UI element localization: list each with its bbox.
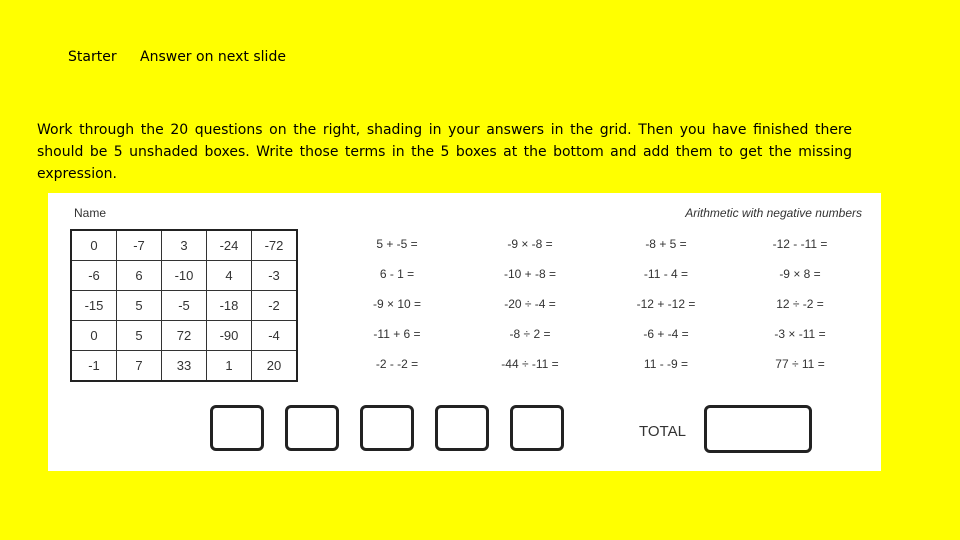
grid-row: [71, 321, 297, 351]
grid-cell[interactable]: -72: [252, 230, 298, 261]
question: -10 + -8 =: [503, 267, 557, 281]
grid-row: [71, 351, 297, 382]
answer-box[interactable]: [360, 405, 414, 451]
answer-grid: [70, 229, 298, 382]
grid-cell[interactable]: -15: [71, 291, 117, 321]
question: 77 ÷ 11 =: [775, 357, 825, 371]
grid-cell[interactable]: -2: [252, 291, 298, 321]
grid-cell[interactable]: -10: [162, 261, 207, 291]
question: -9 × -8 =: [507, 237, 553, 251]
worksheet-title: Arithmetic with negative numbers: [685, 206, 862, 220]
grid-cell[interactable]: -90: [207, 321, 252, 351]
grid-cell[interactable]: -7: [117, 230, 162, 261]
question: -9 × 10 =: [372, 297, 422, 311]
grid-cell[interactable]: 7: [117, 351, 162, 382]
question: -20 ÷ -4 =: [504, 297, 556, 311]
answer-box[interactable]: [210, 405, 264, 451]
grid-cell[interactable]: 0: [71, 230, 117, 261]
grid-row: [71, 291, 297, 321]
question: 5 + -5 =: [376, 237, 418, 251]
grid-cell[interactable]: -3: [252, 261, 298, 291]
question: -12 - -11 =: [772, 237, 828, 251]
question: -44 ÷ -11 =: [501, 357, 559, 371]
grid-cell[interactable]: 5: [117, 321, 162, 351]
question: -2 - -2 =: [375, 357, 419, 371]
question: -9 × 8 =: [779, 267, 821, 281]
grid-cell[interactable]: -18: [207, 291, 252, 321]
question: -11 + 6 =: [373, 327, 421, 341]
answer-box[interactable]: [435, 405, 489, 451]
grid-cell[interactable]: 1: [207, 351, 252, 382]
grid-cell[interactable]: 6: [117, 261, 162, 291]
grid-cell[interactable]: -6: [71, 261, 117, 291]
question: -11 - 4 =: [643, 267, 689, 281]
grid-cell[interactable]: 33: [162, 351, 207, 382]
total-label: TOTAL: [639, 423, 686, 440]
total-box[interactable]: [704, 405, 812, 453]
name-label: Name: [74, 206, 107, 220]
worksheet: [48, 193, 881, 471]
starter-label: Starter: [68, 49, 117, 65]
grid-cell[interactable]: 0: [71, 321, 117, 351]
question: -12 + -12 =: [636, 297, 696, 311]
question: -6 + -4 =: [643, 327, 689, 341]
question: 6 - 1 =: [379, 267, 415, 281]
grid-row: [71, 230, 297, 261]
question: -8 + 5 =: [645, 237, 687, 251]
question: -8 ÷ 2 =: [509, 327, 551, 341]
answer-note: Answer on next slide: [140, 49, 286, 65]
grid-cell[interactable]: -4: [252, 321, 298, 351]
grid-cell[interactable]: 3: [162, 230, 207, 261]
grid-cell[interactable]: -1: [71, 351, 117, 382]
answer-box[interactable]: [510, 405, 564, 451]
grid-cell[interactable]: -5: [162, 291, 207, 321]
question: 11 - -9 =: [643, 357, 689, 371]
grid-cell[interactable]: 72: [162, 321, 207, 351]
instructions-text: Work through the 20 questions on the right, shading in your answers in the grid. Then you have finished there should be 5 unshaded boxes. Write those terms in the 5 boxes at the bottom and add them to get the missing expression.: [37, 122, 852, 182]
grid-row: [71, 261, 297, 291]
grid-cell[interactable]: 20: [252, 351, 298, 382]
question: 12 ÷ -2 =: [776, 297, 824, 311]
grid-cell[interactable]: 4: [207, 261, 252, 291]
answer-box[interactable]: [285, 405, 339, 451]
grid-cell[interactable]: 5: [117, 291, 162, 321]
grid-cell[interactable]: -24: [207, 230, 252, 261]
question: -3 × -11 =: [774, 327, 826, 341]
